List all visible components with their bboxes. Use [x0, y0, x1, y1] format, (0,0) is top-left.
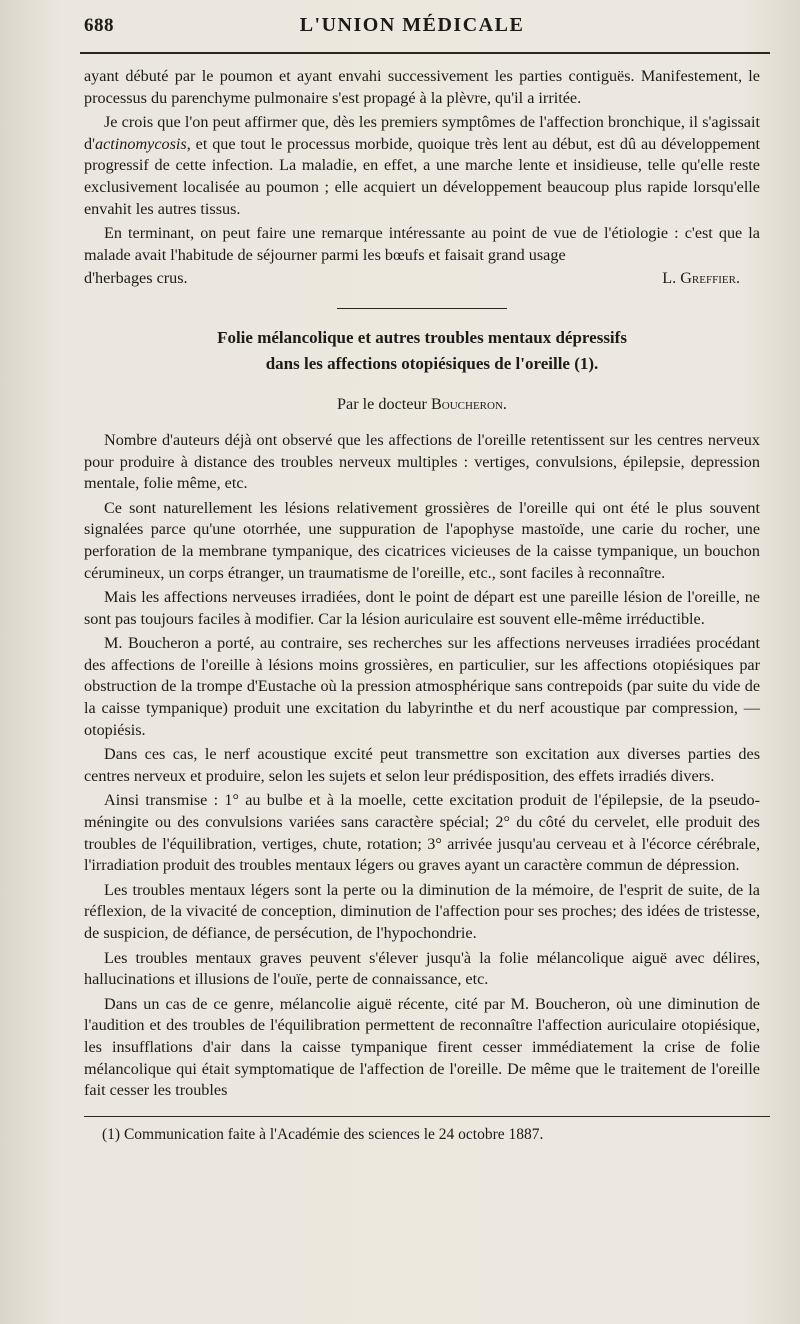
section-separator [337, 308, 507, 309]
byline [84, 395, 760, 414]
paragraph: ayant débuté par le poumon et ayant envahi successivement les parties contiguës. Manifestement, le processus du parenchyme pulmonaire s'est propagé à la plèvre, qu'il a irritée. [84, 67, 760, 107]
paragraph: Ainsi transmise : 1° au bulbe et à la moelle, cette excitation produit de l'épilepsie, de la pseudo-méningite ou des convulsions variées sans caractère spécial; 2° du côté du cervelet, elle produit des troubles de l'équilibration, vertiges, chute, rotation; 3° arrivée jusqu'au cerveau et à l'écorce cérébrale, l'irradiation produit des troubles mentaux légers ou graves ayant un caractère commun de dépression. [84, 791, 760, 875]
signature-line [84, 268, 760, 290]
author-signature: L. Greffier. [662, 269, 740, 288]
italic-term: actinomycosis [95, 134, 187, 153]
footnote-rule [84, 1116, 770, 1117]
first-article [84, 66, 760, 290]
byline-prefix: Par le docteur [337, 394, 431, 413]
page-header [84, 14, 760, 48]
title-line-2: dans les affections otopiésiques de l'oreille (1). [265, 353, 599, 373]
footnote: (1) Communication faite à l'Académie des sciences le 24 octobre 1887. [102, 1125, 544, 1143]
byline-author: Boucheron. [430, 394, 507, 413]
paragraph-text: Je crois que l'on peut affirmer que, dès les premiers symptômes de l'affection bronchique, il s'agissait d' [84, 113, 760, 153]
title-line-1: Folie mélancolique et autres troubles mentaux dépressifs [217, 327, 627, 347]
paragraph: Les troubles mentaux légers sont la perte ou la diminution de la mémoire, de l'esprit de suite, de la réflexion, de la vivacité de conception, diminution de l'affection pour ses proches; des idées de tristesse, de suspicion, de défiance, de persécution, de l'hypochondrie. [84, 880, 760, 942]
article-title [84, 325, 760, 377]
paragraph: Nombre d'auteurs déjà ont observé que les affections de l'oreille retentissent sur les centres nerveux pour produire à distance des troubles nerveux multiples : vertiges, convulsions, épilepsie, depression mentale, folie même, etc. [84, 430, 760, 493]
paragraph: Dans un cas de ce genre, mélancolie aiguë récente, cité par M. Boucheron, où une diminution de l'audition et des troubles de l'équilibration permettent de reconnaître l'affection auriculaire otopiésique, les insufflations d'air dans la caisse tympanique firent cesser immédiatement la crise de folie mélancolique qui était symptomatique de l'affection de l'oreille. De même que le traitement de l'oreille fait cesser les troubles [84, 994, 760, 1100]
second-article-body [84, 430, 760, 1102]
signature-text: d'herbages crus. [84, 269, 188, 288]
paragraph: M. Boucheron a porté, au contraire, ses recherches sur les affections nerveuses irradiées procédant des affections de l'oreille à lésions moins grossières, en particulier, sur les affections otopiésiques par obstruction de la trompe d'Eustache où la pression atmosphérique sans contrepoids (par suite du vide de la caisse tympanique) produit une excitation du labyrinthe et du nerf acoustique par compression, — otopiésis. [84, 634, 760, 739]
paragraph-text: , et que tout le processus morbide, quoique très lent au début, est dû au développement progressif de cette infection. La maladie, en effet, a une marche lente et insidieuse, telle qu'elle reste exclusivement localisée au poumon ; elle acquiert un développement beaucoup plus rapide lorsqu'elle envahit les autres tissus. [84, 134, 760, 218]
paragraph: Ce sont naturellement les lésions relativement grossières de l'oreille qui ont été le plus souvent signalées parce qu'une otorrhée, une suppuration de l'apophyse mastoïde, une carie du rocher, une perforation de la membrane tympanique, des cicatrices vicieuses de la caisse tympanique, un bouchon cérumineux, un corps étranger, un traumatisme de l'oreille, etc., sont faciles à reconnaître. [84, 498, 760, 582]
paragraph [84, 112, 760, 220]
header-rule [80, 52, 770, 54]
paragraph: Mais les affections nerveuses irradiées, dont le point de départ est une pareille lésion de l'oreille, ne sont pas toujours faciles à modifier. Car la lésion auriculaire est souvent elle-même irréductible. [84, 588, 760, 628]
paragraph: Les troubles mentaux graves peuvent s'élever jusqu'à la folie mélancolique aiguë avec délires, hallucinations et illusions de l'ouïe, perte de connaissance, etc. [84, 948, 760, 989]
page-number: 688 [84, 15, 114, 36]
paragraph: En terminant, on peut faire une remarque intéressante au point de vue de l'étiologie : c'est que la malade avait l'habitude de séjourner parmi les bœufs et faisait grand usage [84, 224, 760, 264]
running-title: L'UNION MÉDICALE [299, 14, 525, 36]
paragraph: Dans ces cas, le nerf acoustique excité peut transmettre son excitation aux diverses parties des centres nerveux et produire, selon les sujets et selon leur prédisposition, des effets irradiés divers. [84, 745, 760, 785]
